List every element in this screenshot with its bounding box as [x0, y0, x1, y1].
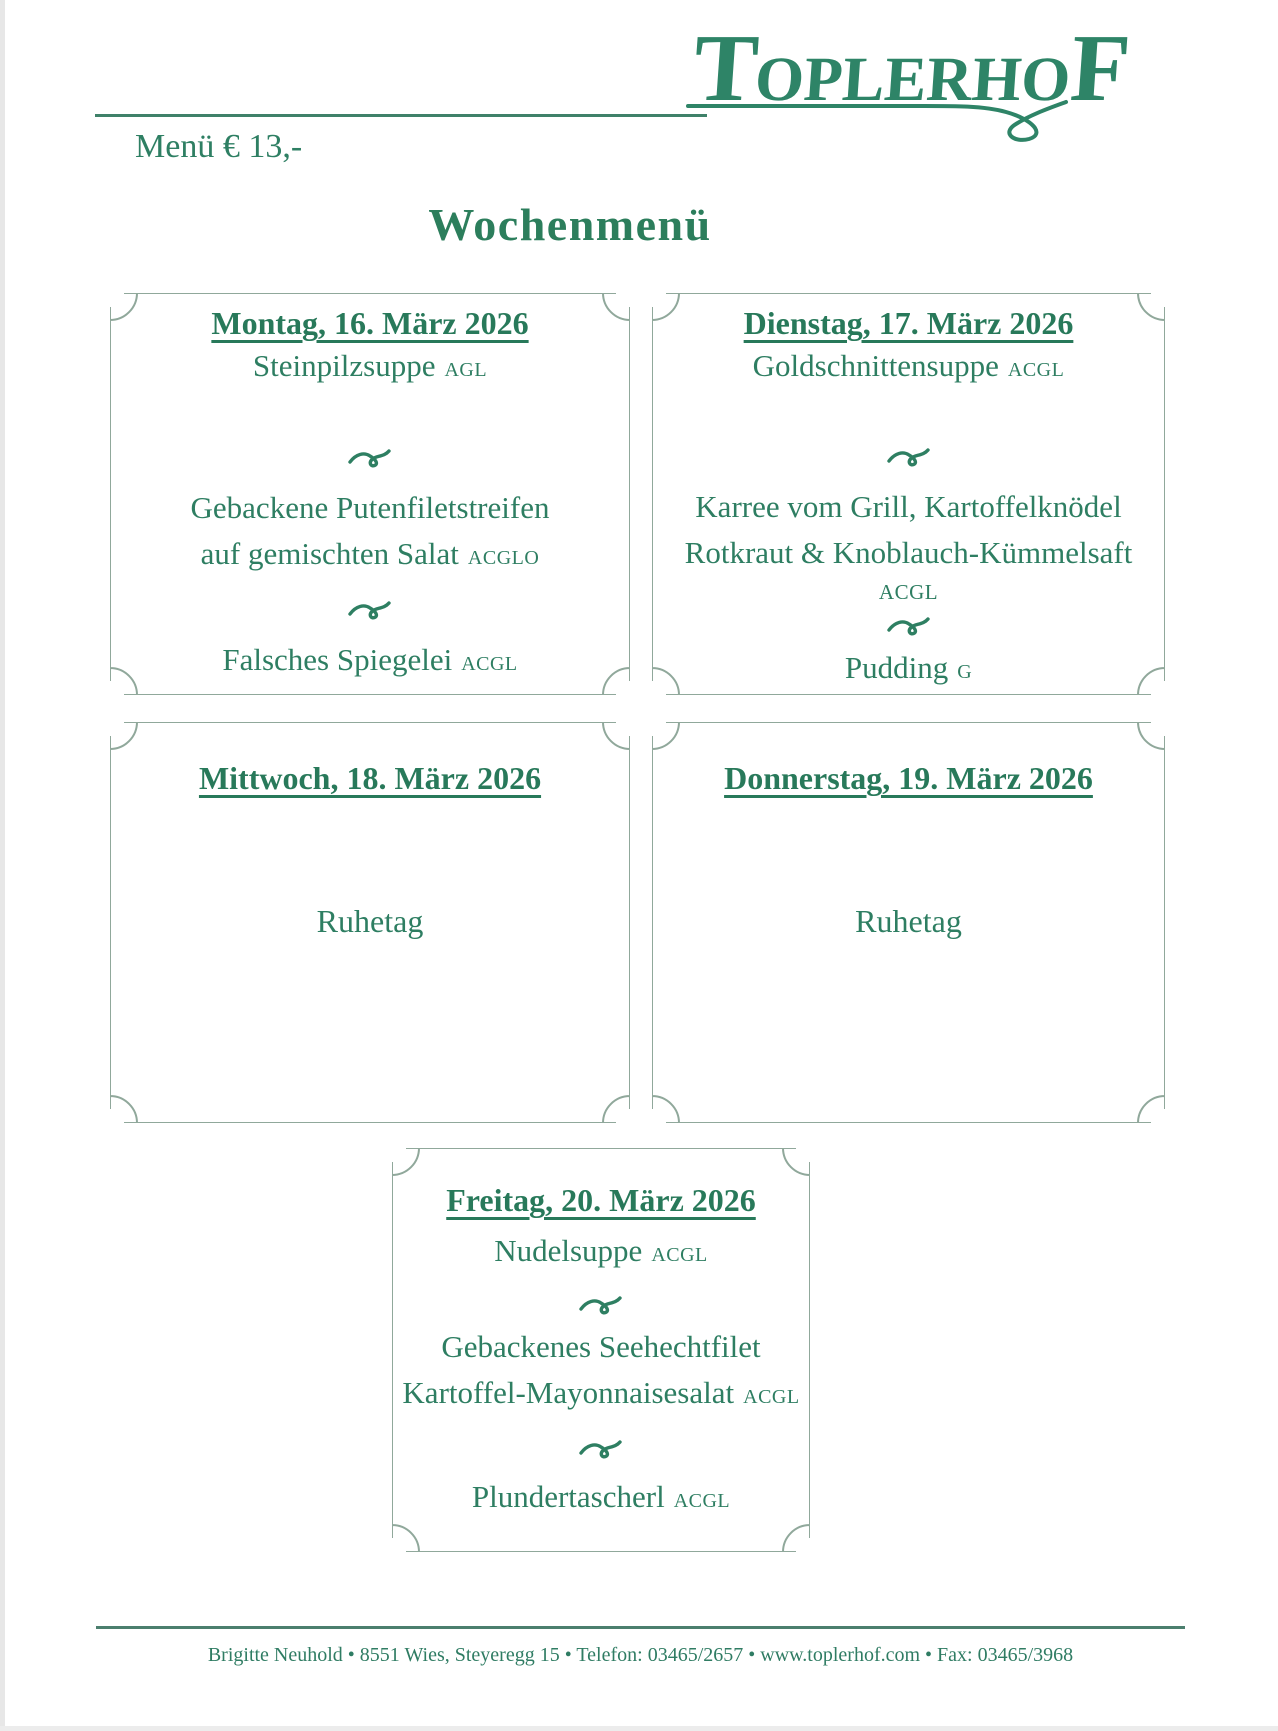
- dish-line: [253, 343, 487, 393]
- dish-text: Rotkraut & Knoblauch-Kümmelsaft: [684, 534, 1133, 570]
- allergen-code: ACGL: [673, 1490, 731, 1512]
- fleuron-ornament-icon: [579, 1428, 623, 1468]
- fleuron-ornament-icon: [579, 1284, 623, 1324]
- logo-middle-letters: OPLERHO: [752, 44, 1073, 114]
- day-card-freitag: [392, 1148, 810, 1552]
- day-card-dienstag: [652, 293, 1165, 695]
- fleuron-ornament-icon: [348, 581, 392, 637]
- logo-last-letter: F: [1067, 14, 1132, 121]
- footer-rule: [96, 1626, 1185, 1629]
- dish-line: [222, 637, 517, 687]
- card-body: [652, 293, 1165, 695]
- brand-logo: [690, 14, 1132, 150]
- dish-text: Nudelsuppe: [494, 1233, 643, 1268]
- dish-text: auf gemischten Salat: [200, 536, 459, 571]
- scan-edge-bottom: [0, 1726, 1278, 1731]
- dish-line: [201, 531, 540, 581]
- day-card-mittwoch: [110, 722, 630, 1123]
- closed-day-note: Ruhetag: [316, 903, 424, 939]
- day-title: Montag, 16. März 2026: [211, 305, 529, 341]
- allergen-code: ACGL: [461, 653, 518, 675]
- dish-line: [845, 645, 972, 695]
- dish-text: Karree vom Grill, Kartoffelknödel: [695, 488, 1122, 524]
- dish-line: [685, 530, 1133, 576]
- day-title: Freitag, 20. März 2026: [446, 1182, 756, 1218]
- day-title: Dienstag, 17. März 2026: [743, 305, 1074, 341]
- dish-line: [695, 484, 1121, 530]
- card-body: [652, 722, 1165, 1123]
- page-title: Wochenmenü: [428, 199, 712, 250]
- dish-line: [191, 485, 550, 531]
- footer-contact-line: Brigitte Neuhold • 8551 Wies, Steyeregg 15 • Telefon: 03465/2657 • www.toplerhof.com • Fax: 03465/3968: [207, 1644, 1074, 1666]
- card-body: [110, 722, 630, 1123]
- day-title: Mittwoch, 18. März 2026: [198, 760, 542, 796]
- allergen-code: ACGL: [651, 1244, 708, 1266]
- header-rule: [95, 114, 707, 117]
- dish-text: Plundertascherl: [471, 1479, 665, 1514]
- dish-text: Pudding: [844, 650, 949, 685]
- fleuron-ornament-icon: [887, 429, 931, 484]
- dish-line: [402, 1370, 799, 1420]
- allergen-code: AGL: [444, 359, 488, 381]
- dish-line: [472, 1474, 730, 1524]
- allergen-code: ACGLO: [467, 547, 540, 569]
- dish-text: Goldschnittensuppe: [752, 348, 999, 383]
- allergen-code: ACGL: [1007, 359, 1065, 381]
- logo-underline-swash-icon: [686, 98, 1072, 146]
- dish-text: Steinpilzsuppe: [252, 348, 436, 383]
- day-title: Donnerstag, 19. März 2026: [724, 760, 1093, 796]
- card-body: [110, 293, 630, 695]
- dish-line: [441, 1324, 760, 1370]
- allergen-code-line: ACGL: [878, 579, 939, 604]
- day-card-montag: [110, 293, 630, 695]
- day-card-donnerstag: [652, 722, 1165, 1123]
- scan-edge-left: [0, 0, 5, 1731]
- dish-text: Gebackene Putenfiletstreifen: [190, 490, 550, 525]
- dish-text: Falsches Spiegelei: [222, 642, 453, 677]
- dish-line: [494, 1228, 708, 1278]
- fleuron-ornament-icon: [887, 606, 931, 645]
- menu-price: Menü € 13,-: [135, 128, 303, 165]
- allergen-code: ACGL: [743, 1386, 800, 1408]
- logo-first-letter: T: [690, 14, 760, 121]
- fleuron-ornament-icon: [348, 429, 392, 485]
- card-body: [392, 1148, 810, 1552]
- dish-text: Kartoffel-Mayonnaisesalat: [402, 1375, 735, 1410]
- dish-text: Gebackenes Seehechtfilet: [441, 1329, 761, 1364]
- dish-line: [753, 343, 1065, 393]
- allergen-code: G: [957, 661, 973, 683]
- closed-day-note: Ruhetag: [855, 903, 962, 939]
